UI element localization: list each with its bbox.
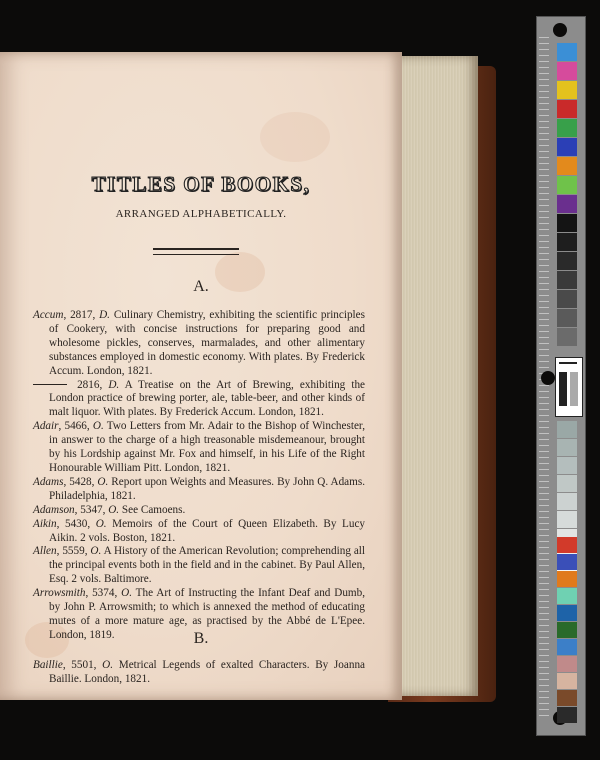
calibration-target — [555, 357, 583, 417]
entry-text: A Treatise on the Art of Brewing, exhibiting the London practice of brewing porter, ale, table-beer, and other kinds of malt liquor. With plates. By Frederick Accum. London, 1821. — [49, 378, 365, 419]
color-patch — [557, 195, 577, 213]
gray-patch — [557, 439, 577, 456]
entry-author: Baillie — [33, 659, 63, 671]
double-rule — [153, 248, 239, 255]
card-hole — [541, 371, 555, 385]
color-patch — [557, 605, 577, 621]
entry-ref: , 5428, — [63, 475, 98, 488]
entry-code: D. — [99, 309, 110, 321]
entry-code: O. — [97, 475, 109, 488]
color-patch — [557, 328, 577, 346]
color-patch — [557, 588, 577, 604]
color-calibration-card — [536, 16, 586, 736]
entry-ref: , 5466, — [58, 420, 93, 433]
color-patch — [557, 138, 577, 156]
color-patch — [557, 707, 577, 723]
entry-code: O. — [90, 545, 102, 558]
entry-code: O. — [102, 659, 114, 671]
entry-code: D. — [108, 378, 120, 391]
color-patch — [557, 233, 577, 251]
entry-code: O. — [121, 587, 133, 600]
color-patch — [557, 639, 577, 655]
book — [0, 48, 500, 708]
book-entry — [33, 379, 365, 421]
book-entry — [33, 476, 365, 504]
card-hole — [553, 23, 567, 37]
entry-author: Accum — [33, 309, 64, 321]
entry-code: O. — [95, 517, 107, 530]
color-patch — [557, 100, 577, 118]
ditto-dash — [33, 384, 67, 385]
book-entry — [33, 545, 365, 587]
entry-ref: , 5430, — [56, 517, 96, 530]
page-fore-edge — [398, 56, 478, 696]
color-patch — [557, 157, 577, 175]
entry-text: See Camoens. — [119, 503, 186, 516]
color-patch — [557, 622, 577, 638]
entry-author: Allen — [33, 545, 57, 558]
entry-author: Adair — [33, 420, 59, 433]
book-entry — [33, 659, 365, 687]
color-patch — [557, 290, 577, 308]
book-page — [0, 52, 402, 700]
book-entry — [33, 309, 365, 379]
book-entry — [33, 518, 365, 546]
color-patch — [557, 554, 577, 570]
entry-code: O. — [108, 503, 120, 516]
entry-author: Aikin — [33, 517, 57, 530]
color-patch — [557, 176, 577, 194]
entries-list-a — [33, 309, 365, 643]
entry-text: A History of the American Revolution; comprehending all the principal events both in the field and in the cabinet. By Paul Allen, Esq. 2 vols. Baltimore. — [49, 545, 366, 586]
entry-text: Memoirs of the Court of Queen Elizabeth. By Lucy Aikin. 2 vols. Boston, 1821. — [49, 517, 366, 544]
color-patch — [557, 571, 577, 587]
entry-author: Adams — [33, 475, 64, 488]
color-patch — [557, 309, 577, 327]
color-patch — [557, 690, 577, 706]
gray-patch — [557, 457, 577, 474]
entry-ref: , 5374, — [85, 587, 122, 600]
color-patch — [557, 43, 577, 61]
entry-ref: , 2817, — [63, 309, 100, 321]
color-patch — [557, 673, 577, 689]
color-patch — [557, 271, 577, 289]
entry-code: O. — [92, 420, 104, 433]
entry-ref: 2816, — [71, 378, 109, 391]
color-patch — [557, 252, 577, 270]
section-heading-a: A. — [193, 278, 209, 295]
color-patch — [557, 62, 577, 80]
color-patch — [557, 537, 577, 553]
entry-ref: , 5501, — [62, 659, 103, 671]
entry-author: Arrowsmith — [33, 587, 86, 600]
entry-text: The Art of Instructing the Infant Deaf and Dumb, by John P. Arrowsmith; to which is annexed the method of educating mutes of a more mature age, as practised by the Abbé de L'Epee. London, 1819. — [49, 587, 366, 641]
entry-text: Report upon Weights and Measures. By John Q. Adams. Philadelphia, 1821. — [49, 475, 365, 502]
entry-ref: , 5559, — [56, 545, 91, 558]
book-entry — [33, 504, 365, 518]
entry-text: Metrical Legends of exalted Characters. By Joanna Baillie. London, 1821. — [49, 659, 366, 685]
gray-patch — [557, 493, 577, 510]
entry-text: Culinary Chemistry, exhibiting the scientific principles of Cookery, with concise instructions for preparing good and wholesome pickles, conserves, marmalades, and other alimentary substances employed in domestic economy. With plates. By Frederick Accum. London, 1821. — [49, 309, 365, 377]
color-patch — [557, 119, 577, 137]
gray-patch — [557, 421, 577, 438]
gray-patch — [557, 511, 577, 528]
page-title: TITLES OF BOOKS, — [91, 172, 311, 196]
entries-list-b — [33, 659, 365, 687]
entry-text: Two Letters from Mr. Adair to the Bishop of Winchester, in answer to the charge of a high treasonable misdemeanour, brought by his Lordship against Mr. Fox and himself, in his Life of the Right Honourable William Pitt. London, 1821. — [49, 420, 365, 474]
color-patch — [557, 214, 577, 232]
section-heading-b: B. — [193, 630, 209, 647]
entry-author: Adamson — [33, 503, 75, 516]
page-subtitle: ARRANGED ALPHABETICALLY. — [115, 208, 287, 220]
color-patch — [557, 656, 577, 672]
book-entry — [33, 420, 365, 476]
gray-patch — [557, 475, 577, 492]
entry-ref: , 5347, — [74, 503, 109, 516]
page-stain — [260, 112, 330, 162]
color-patch — [557, 81, 577, 99]
